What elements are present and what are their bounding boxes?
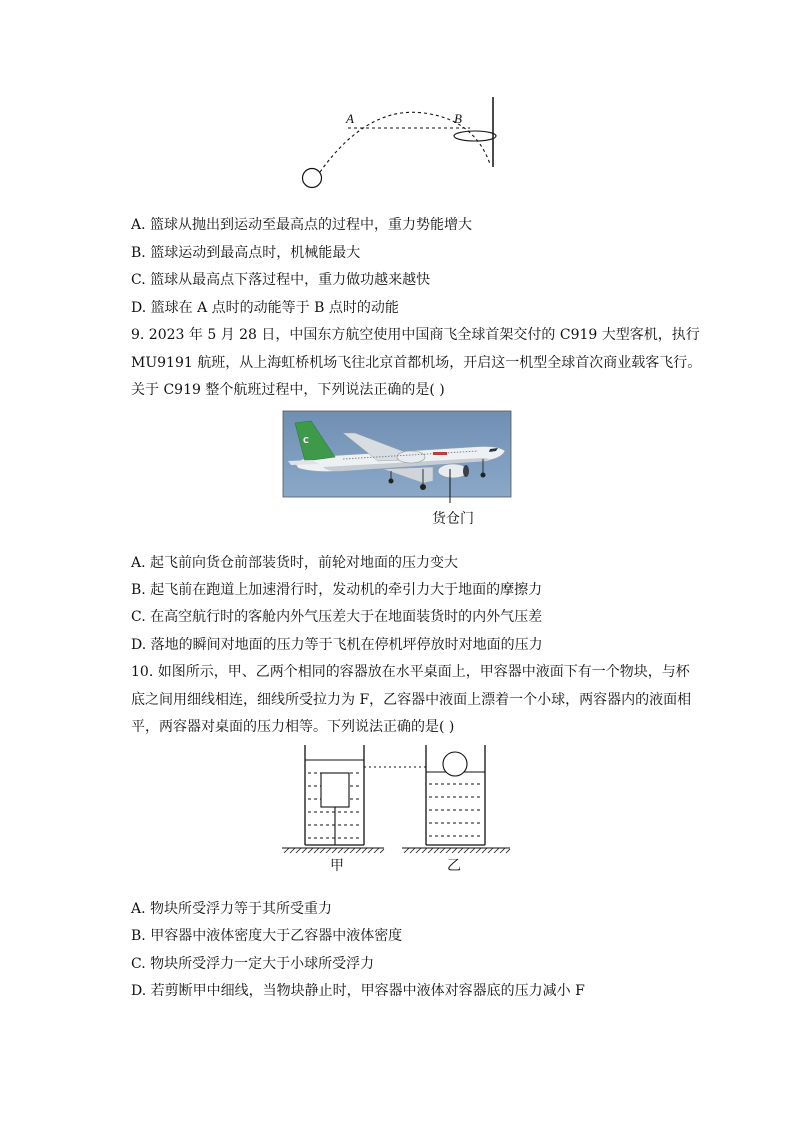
q8-option-b: B. 篮球运动到最高点时，机械能最大	[131, 245, 361, 261]
hoop-ellipse	[454, 131, 496, 141]
containers-figure	[280, 742, 520, 862]
q8-option-d: D. 篮球在 A 点时的动能等于 B 点时的动能	[131, 300, 399, 316]
point-a-label: A	[346, 111, 354, 126]
block	[321, 773, 349, 807]
q9-option-d: D. 落地的瞬间对地面的压力等于飞机在停机坪停放时对地面的压力	[131, 637, 543, 653]
airplane-photo	[283, 411, 511, 497]
basketball-circle	[303, 169, 322, 188]
engine-left	[397, 451, 425, 463]
q10-stem-line-1: 10. 如图所示，甲、乙两个相同的容器放在水平桌面上，甲容器中液面下有一个物块，与杯	[131, 664, 690, 680]
q8-option-a: A. 篮球从抛出到运动至最高点的过程中，重力势能增大	[131, 217, 473, 233]
q9-option-c: C. 在高空航行时的客舱内外气压差大于在地面装货时的内外气压差	[131, 609, 543, 625]
q9-stem-line-3: 关于 C919 整个航班过程中，下列说法正确的是( )	[131, 382, 445, 398]
basketball-trajectory-figure	[290, 92, 510, 192]
q10-stem-line-2: 底之间用细线相连，细线所受拉力为 F，乙容器中液面上漂着一个小球，两容器内的液面相	[131, 692, 692, 708]
landing-wheel	[389, 479, 394, 484]
container-jia-label: 甲	[330, 858, 344, 874]
q10-option-a: A. 物块所受浮力等于其所受重力	[131, 901, 333, 917]
q10-stem-line-3: 平，两容器对桌面的压力相等。下列说法正确的是( )	[131, 719, 455, 735]
floating-ball	[443, 752, 467, 776]
point-b-label: B	[454, 111, 462, 126]
q9-option-a: A. 起飞前向货仓前部装货时，前轮对地面的压力变大	[131, 555, 459, 571]
container-yi	[426, 745, 485, 845]
q10-option-b: B. 甲容器中液体密度大于乙容器中液体密度	[131, 928, 403, 944]
q10-option-d: D. 若剪断甲中细线，当物块静止时，甲容器中液体对容器底的压力减小 F	[131, 983, 585, 999]
table-surface	[282, 848, 510, 853]
q9-stem-line-1: 9. 2023 年 5 月 28 日，中国东方航空使用中国商飞全球首架交付的 C919 大型客机，执行	[131, 327, 700, 343]
q9-stem-line-2: MU9191 航班，从上海虹桥机场飞往北京首都机场，开启这一机型全球首次商业载客飞行。	[131, 355, 702, 371]
container-yi-label: 乙	[447, 858, 461, 874]
q9-option-b: B. 起飞前在跑道上加速滑行时，发动机的牵引力大于地面的摩擦力	[131, 582, 543, 598]
q10-option-c: C. 物块所受浮力一定大于小球所受浮力	[131, 956, 375, 972]
container-jia	[305, 745, 364, 845]
q8-option-c: C. 篮球从最高点下落过程中，重力做功越来越快	[131, 272, 431, 288]
cargo-door-caption: 货仓门	[432, 511, 474, 527]
svg-text:C: C	[303, 436, 309, 445]
